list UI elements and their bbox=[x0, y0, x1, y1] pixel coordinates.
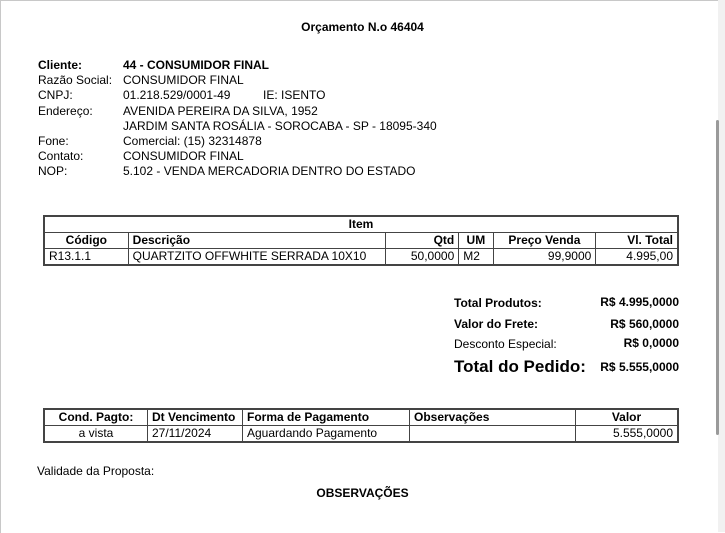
cell-forma-pagamento: Aguardando Pagamento bbox=[243, 426, 410, 443]
observacoes-title: OBSERVAÇÕES bbox=[316, 486, 409, 500]
items-table bbox=[43, 215, 679, 266]
document-title: Orçamento N.o 46404 bbox=[301, 20, 424, 34]
header-observacoes: Observações bbox=[410, 409, 576, 426]
items-section-title: Item bbox=[44, 216, 678, 233]
scrollbar-thumb[interactable] bbox=[716, 120, 719, 435]
cell-dt-vencimento: 27/11/2024 bbox=[148, 426, 243, 443]
total-pedido-label: Total do Pedido: bbox=[454, 357, 586, 376]
endereco-line2: JARDIM SANTA ROSÁLIA - SOROCABA - SP - 18095-340 bbox=[123, 118, 437, 133]
cnpj-value: 01.218.529/0001-49 bbox=[123, 88, 231, 103]
header-valor: Valor bbox=[576, 409, 679, 426]
valor-frete-label: Valor do Frete: bbox=[454, 317, 539, 331]
cell-preco-venda: 99,9000 bbox=[493, 249, 596, 266]
header-cond-pagto: Cond. Pagto: bbox=[44, 409, 148, 426]
payment-table bbox=[43, 408, 679, 443]
cell-descricao: QUARTZITO OFFWHITE SERRADA 10X10 bbox=[128, 249, 385, 266]
table-row bbox=[44, 426, 678, 443]
header-forma-pagamento: Forma de Pagamento bbox=[243, 409, 410, 426]
total-produtos-value: R$ 4.995,0000 bbox=[600, 295, 679, 309]
fone-label: Fone: bbox=[38, 133, 69, 148]
contato-label: Contato: bbox=[38, 149, 84, 164]
ie-value: IE: ISENTO bbox=[263, 88, 326, 103]
cell-observacoes bbox=[410, 426, 576, 443]
cell-vl-total: 4.995,00 bbox=[596, 249, 678, 266]
cell-codigo: R13.1.1 bbox=[44, 249, 128, 266]
nop-label: NOP: bbox=[38, 164, 68, 179]
contato-value: CONSUMIDOR FINAL bbox=[123, 149, 244, 164]
header-descricao: Descrição bbox=[128, 233, 385, 249]
table-row bbox=[44, 249, 678, 266]
cell-um: M2 bbox=[459, 249, 493, 266]
valor-frete-value: R$ 560,0000 bbox=[610, 317, 679, 331]
cnpj-label: CNPJ: bbox=[38, 88, 73, 103]
desconto-label: Desconto Especial: bbox=[454, 337, 557, 351]
validade-label: Validade da Proposta: bbox=[37, 464, 155, 478]
header-preco-venda: Preço Venda bbox=[493, 233, 596, 249]
endereco-line1: AVENIDA PEREIRA DA SILVA, 1952 bbox=[123, 103, 318, 118]
header-vl-total: Vl. Total bbox=[596, 233, 678, 249]
total-produtos-label: Total Produtos: bbox=[454, 296, 542, 310]
razao-social-value: CONSUMIDOR FINAL bbox=[123, 73, 244, 88]
scrollbar-track[interactable] bbox=[718, 0, 725, 532]
nop-value: 5.102 - VENDA MERCADORIA DENTRO DO ESTADO bbox=[123, 164, 416, 179]
endereco-label: Endereço: bbox=[38, 103, 93, 118]
fone-value: Comercial: (15) 32314878 bbox=[123, 133, 262, 148]
header-um: UM bbox=[459, 233, 493, 249]
cliente-label: Cliente: bbox=[38, 58, 83, 72]
total-pedido-value: R$ 5.555,0000 bbox=[600, 360, 679, 374]
razao-social-label: Razão Social: bbox=[38, 73, 113, 88]
header-dt-vencimento: Dt Vencimento bbox=[148, 409, 243, 426]
header-codigo: Código bbox=[44, 233, 128, 249]
cell-qtd: 50,0000 bbox=[385, 249, 459, 266]
desconto-value: R$ 0,0000 bbox=[623, 336, 679, 350]
cell-cond-pagto: a vista bbox=[44, 426, 148, 443]
cliente-value: 44 - CONSUMIDOR FINAL bbox=[123, 58, 270, 72]
cell-valor: 5.555,0000 bbox=[576, 426, 679, 443]
header-qtd: Qtd bbox=[385, 233, 459, 249]
